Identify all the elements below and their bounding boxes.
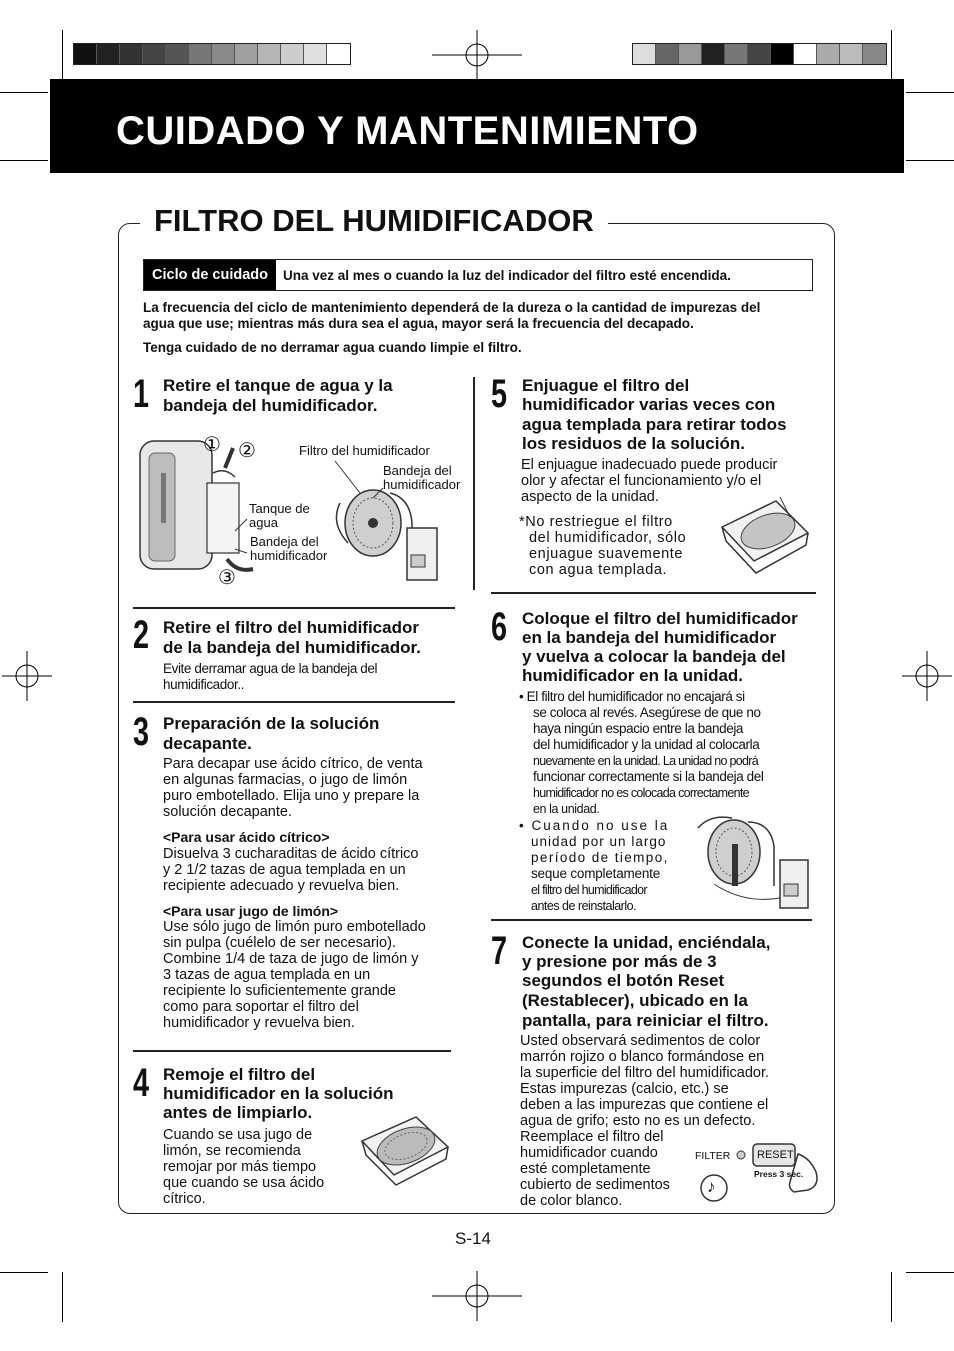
header-banner (50, 79, 904, 173)
step2-note-line-2: humidificador.. (163, 677, 245, 692)
step3-citric-paragraph: Disuelva 3 cucharaditas de ácido cítrico y 2 1/2 tazas de agua templada en un recipiente adecuado y revuelva bien. (163, 846, 419, 894)
divider-step1 (133, 607, 455, 609)
rinse-basin-illustration (718, 493, 812, 577)
divider-step6 (491, 919, 812, 921)
label-tank-line2: agua (249, 515, 278, 530)
step1-marker-1: ① (203, 434, 221, 456)
step5-title-line-2: humidificador varias veces con (522, 395, 776, 414)
step3-lemon-paragraph: Use sólo jugo de limón puro embotellado sin pulpa (cuélelo de ser necesario). Combine 1/4 de taza de jugo de limón y 3 tazas de agua templada en un recipiente lo suficientemente grande como para soportar el filtro del humidificador y revuelva bien. (163, 919, 426, 1031)
step6-title-line-1: Coloque el filtro del humidificador (522, 609, 798, 628)
step-number-6: 6 (491, 605, 508, 649)
care-cycle-text: Una vez al mes o cuando la luz del indicador del filtro esté encendida. (283, 267, 731, 283)
divider-step3 (133, 1050, 451, 1052)
step1-marker-2: ② (238, 440, 256, 462)
reset-button[interactable]: RESET (757, 1149, 794, 1161)
step3-citric-heading: <Para usar ácido cítrico> (163, 829, 330, 845)
intro-line-3: Tenga cuidado de no derramar agua cuando limpie el filtro. (143, 340, 522, 355)
reinsert-filter-illustration (694, 808, 814, 912)
step1-marker-3: ③ (218, 567, 236, 589)
step1-title-line-1: Retire el tanque de agua y la (163, 376, 393, 395)
step7-title-line-2: y presione por más de 3 (522, 952, 717, 971)
step2-note-line-1: Evite derramar agua de la bandeja del (163, 661, 378, 676)
step2-title-line-2: de la bandeja del humidificador. (163, 638, 421, 657)
soak-basin-illustration (358, 1113, 452, 1187)
step5-title-line-1: Enjuague el filtro del (522, 376, 690, 395)
divider-step2 (133, 701, 455, 703)
label-tray-b-line1: Bandeja del (250, 534, 319, 549)
intro-line-1: La frecuencia del ciclo de mantenimiento dependerá de la dureza o la cantidad de impurezas del (143, 300, 761, 315)
step-number-3: 3 (133, 710, 150, 754)
step7-title-line-1: Conecte la unidad, enciéndala, (522, 933, 771, 952)
step3-paragraph: Para decapar use ácido cítrico, de venta en algunas farmacias, o jugo de limón puro embotellado. Elija uno y prepare la solución decapante. (163, 756, 423, 820)
step-number-7: 7 (491, 929, 508, 973)
step6-title-line-3: y vuelva a colocar la bandeja del (522, 647, 786, 666)
step6-title-line-4: humidificador en la unidad. (522, 666, 744, 685)
care-cycle-label: Ciclo de cuidado (144, 260, 276, 290)
page-number: S-14 (455, 1229, 491, 1248)
label-tray-b-line2: humidificador (250, 548, 328, 563)
step-number-4: 4 (133, 1061, 150, 1105)
section-title: FILTRO DEL HUMIDIFICADOR (140, 203, 608, 239)
step5-title-line-4: los residuos de la solución. (522, 434, 745, 453)
step3-title-line-2: decapante. (163, 734, 252, 753)
step-number-2: 2 (133, 613, 150, 657)
step5-title-line-3: agua templada para retirar todos (522, 415, 787, 434)
press-3-sec-label: Press 3 sec. (754, 1169, 804, 1179)
divider-step5 (491, 592, 816, 594)
step6-bullet-1: • El filtro del humidificador no encajará si se coloca al revés. Asegúrese de que no haya ningún espacio entre la bandeja del humidificador y la unidad al colocarla nuevamente en la unidad. La unidad no podrá funcionar correctamente si la bandeja del humidificador no es colocada correctamente en la unidad. (519, 689, 764, 816)
step-number-1: 1 (133, 372, 150, 416)
step4-title-line-3: antes de limpiarlo. (163, 1103, 313, 1122)
step3-title-line-1: Preparación de la solución (163, 714, 380, 733)
label-tray-a-line2: humidificador (383, 477, 461, 492)
step4-paragraph: Cuando se usa jugo de limón, se recomienda remojar por más tiempo que cuando se usa ácido cítrico. (163, 1127, 325, 1207)
column-divider (473, 377, 475, 590)
step6-bullet-2: • Cuando no use la unidad por un largo período de tiempo, seque completamente el filtro del humidificador antes de reinstalarlo. (519, 818, 670, 913)
page-title: CUIDADO Y MANTENIMIENTO (116, 109, 699, 153)
step5-note: *No restriegue el filtro del humidificador, sólo enjuague suavemente con agua templada. (519, 514, 687, 578)
step7-title-line-4: (Restablecer), ubicado en la (522, 991, 748, 1010)
step6-title-line-2: en la bandeja del humidificador (522, 628, 777, 647)
intro-line-2: agua que use; mientras más dura sea el agua, mayor será la frecuencia del decapado. (143, 316, 694, 331)
label-tank-line1: Tanque de (249, 501, 310, 516)
filter-indicator-label: FILTER (695, 1150, 731, 1162)
care-cycle-box (143, 259, 813, 291)
step7-title-line-3: segundos el botón Reset (522, 971, 725, 990)
step7-paragraph: Usted observará sedimentos de color marrón rojizo o blanco formándose en la superficie del filtro del humidificador. Estas impurezas (calcio, etc.) se deben a las impurezas que contiene el agua de grifo; esto no es un defecto. Reemplace el filtro del humidificador cuando esté completamente cubierto de sedimentos de color blanco. (520, 1033, 770, 1209)
label-tray-a-line1: Bandeja del (383, 463, 452, 478)
step4-title-line-1: Remoje el filtro del (163, 1065, 316, 1084)
step1-title-line-2: bandeja del humidificador. (163, 396, 378, 415)
step2-title-line-1: Retire el filtro del humidificador (163, 618, 419, 637)
step4-title-line-2: humidificador en la solución (163, 1084, 394, 1103)
step5-paragraph: El enjuague inadecuado puede producir olor y afectar el funcionamiento y/o el aspecto de la unidad. (521, 457, 778, 505)
beep-note-icon: ♪ (707, 1177, 716, 1196)
step3-lemon-heading: <Para usar jugo de limón> (163, 903, 339, 919)
label-humidifier-filter: Filtro del humidificador (299, 443, 430, 458)
step-number-5: 5 (491, 372, 508, 416)
step7-title-line-5: pantalla, para reiniciar el filtro. (522, 1011, 769, 1030)
